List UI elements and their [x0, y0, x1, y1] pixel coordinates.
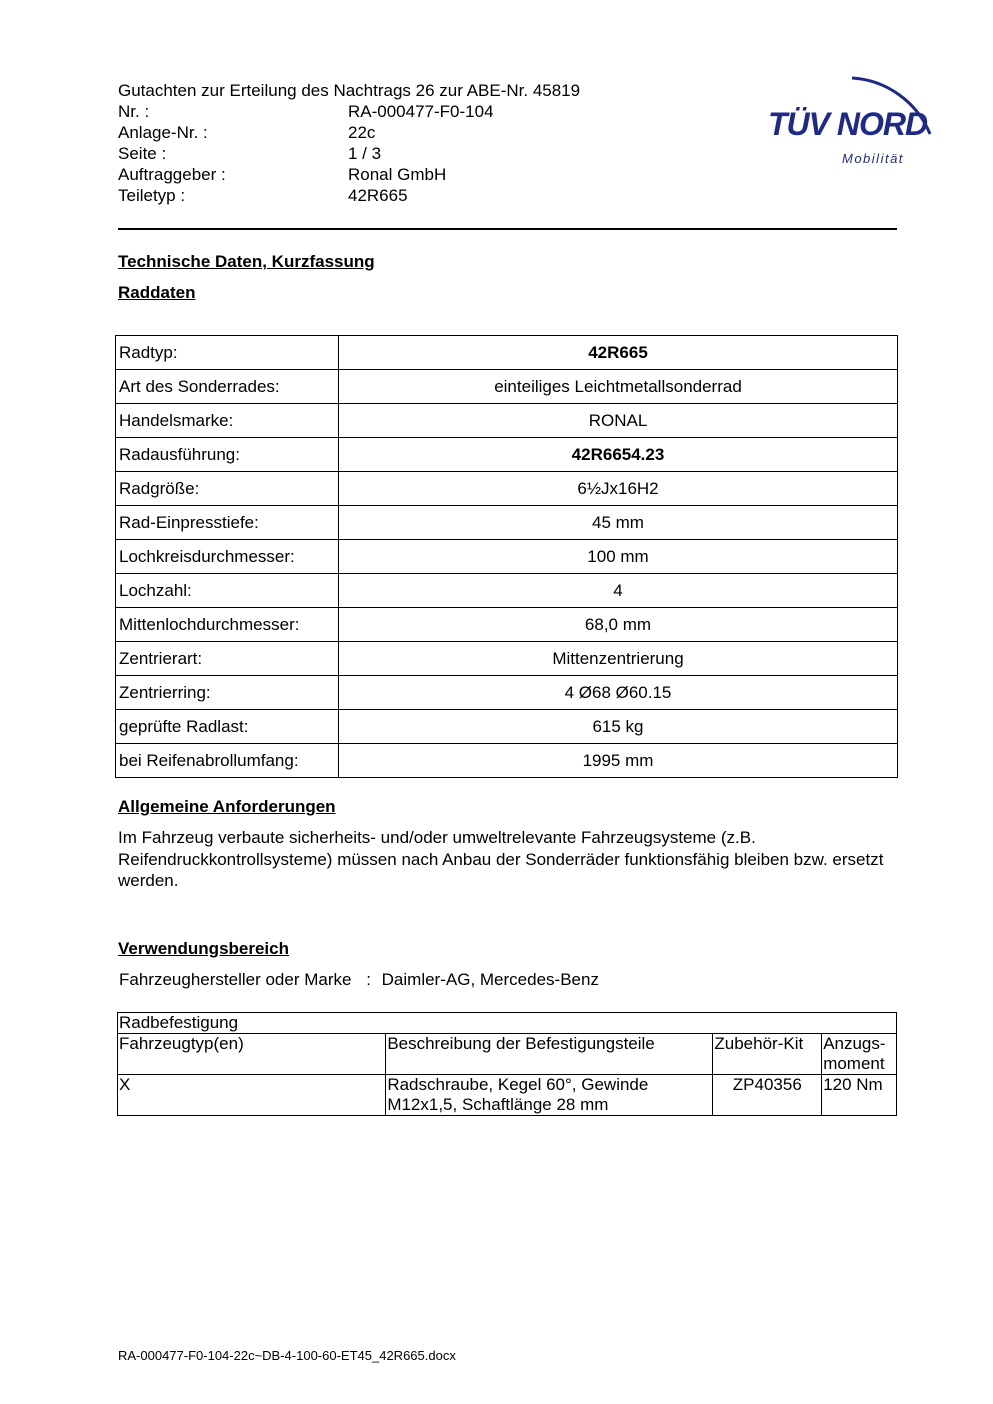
footer-filename: RA-000477-F0-104-22c~DB-4-100-60-ET45_42R665.docx — [118, 1348, 456, 1363]
row-label: Art des Sonderrades: — [116, 370, 339, 404]
table-cell: 120 Nm — [822, 1075, 897, 1116]
meta-value: 42R665 — [348, 186, 408, 205]
row-value: 615 kg — [339, 710, 898, 744]
meta-key: Nr. : — [118, 102, 150, 121]
row-value: 68,0 mm — [339, 608, 898, 642]
table-header-row — [118, 1034, 897, 1075]
column-header: Anzugs-moment — [822, 1034, 897, 1075]
row-value: 4 Ø68 Ø60.15 — [339, 676, 898, 710]
row-value: 42R6654.23 — [339, 438, 898, 472]
row-value: 45 mm — [339, 506, 898, 540]
table-row — [116, 744, 898, 778]
section-heading-raddaten: Raddaten — [118, 283, 196, 302]
radbefestigung-table — [117, 1012, 897, 1116]
allgemein-text: Im Fahrzeug verbaute sicherheits- und/oder umweltrelevante Fahrzeugsysteme (z.B. Reifendruckkontrollsysteme) müssen nach Anbau der Sonderräder funktionsfähig bleiben bzw. ersetzt werden. — [118, 828, 884, 890]
row-value: einteiliges Leichtmetallsonderrad — [339, 370, 898, 404]
row-value: 4 — [339, 574, 898, 608]
column-header: Fahrzeugtyp(en) — [118, 1034, 386, 1075]
row-label: Lochzahl: — [116, 574, 339, 608]
row-label: Zentrierart: — [116, 642, 339, 676]
row-label: Mittenlochdurchmesser: — [116, 608, 339, 642]
table-row — [118, 1075, 897, 1116]
table-row — [116, 506, 898, 540]
meta-value: Ronal GmbH — [348, 165, 447, 184]
table-row — [116, 710, 898, 744]
logo-wordmark: TÜV NORD — [768, 106, 928, 142]
table-row — [116, 472, 898, 506]
meta-key: Teiletyp : — [118, 186, 186, 205]
table-cell: X — [118, 1075, 386, 1116]
row-label: bei Reifenabrollumfang: — [116, 744, 339, 778]
manufacturer-line — [119, 970, 599, 990]
raddaten-table — [115, 335, 898, 778]
meta-row-teiletyp — [118, 185, 494, 206]
tuv-nord-logo — [760, 56, 945, 176]
section-heading-allgemein: Allgemeine Anforderungen — [118, 797, 336, 816]
table-cell: ZP40356 — [713, 1075, 822, 1116]
manufacturer-label: Fahrzeughersteller oder Marke — [119, 970, 352, 989]
meta-row-auftraggeber — [118, 164, 494, 185]
meta-key: Auftraggeber : — [118, 165, 226, 184]
report-title: Gutachten zur Erteilung des Nachtrags 26 zur ABE-Nr. 45819 — [118, 81, 581, 100]
row-value: 100 mm — [339, 540, 898, 574]
column-header: Zubehör-Kit — [713, 1034, 822, 1075]
table-row — [116, 642, 898, 676]
table-row — [116, 404, 898, 438]
row-label: geprüfte Radlast: — [116, 710, 339, 744]
table-row — [116, 370, 898, 404]
row-value: 42R665 — [339, 336, 898, 370]
table-row — [116, 676, 898, 710]
row-value: 6½Jx16H2 — [339, 472, 898, 506]
row-value: Mittenzentrierung — [339, 642, 898, 676]
row-value: RONAL — [339, 404, 898, 438]
column-header: Beschreibung der Befestigungsteile — [386, 1034, 713, 1075]
section-heading-verwendung: Verwendungsbereich — [118, 939, 289, 958]
row-label: Rad-Einpresstiefe: — [116, 506, 339, 540]
meta-row-anlage — [118, 122, 494, 143]
table-cell: Radschraube, Kegel 60°, Gewinde M12x1,5, Schaftlänge 28 mm — [386, 1075, 713, 1116]
section-heading-technical: Technische Daten, Kurzfassung — [118, 252, 375, 271]
meta-key: Anlage-Nr. : — [118, 123, 208, 142]
header-divider — [118, 228, 897, 230]
meta-value: 1 / 3 — [348, 144, 382, 163]
meta-key: Seite : — [118, 144, 167, 163]
table-row — [116, 574, 898, 608]
row-label: Zentrierring: — [116, 676, 339, 710]
manufacturer-value: Daimler-AG, Mercedes-Benz — [381, 970, 599, 989]
radbefestigung-title: Radbefestigung — [118, 1013, 897, 1034]
table-row — [116, 438, 898, 472]
logo-subtitle: Mobilität — [842, 151, 904, 166]
row-label: Radausführung: — [116, 438, 339, 472]
meta-value: RA-000477-F0-104 — [348, 102, 494, 121]
row-value: 1995 mm — [339, 744, 898, 778]
table-row — [116, 608, 898, 642]
row-label: Handelsmarke: — [116, 404, 339, 438]
table-row — [116, 336, 898, 370]
table-row — [116, 540, 898, 574]
meta-row-nr — [118, 101, 494, 122]
meta-row-seite — [118, 143, 494, 164]
row-label: Radgröße: — [116, 472, 339, 506]
manufacturer-separator: : — [366, 970, 371, 989]
row-label: Radtyp: — [116, 336, 339, 370]
header-meta — [118, 101, 494, 206]
row-label: Lochkreisdurchmesser: — [116, 540, 339, 574]
meta-value: 22c — [348, 123, 376, 142]
